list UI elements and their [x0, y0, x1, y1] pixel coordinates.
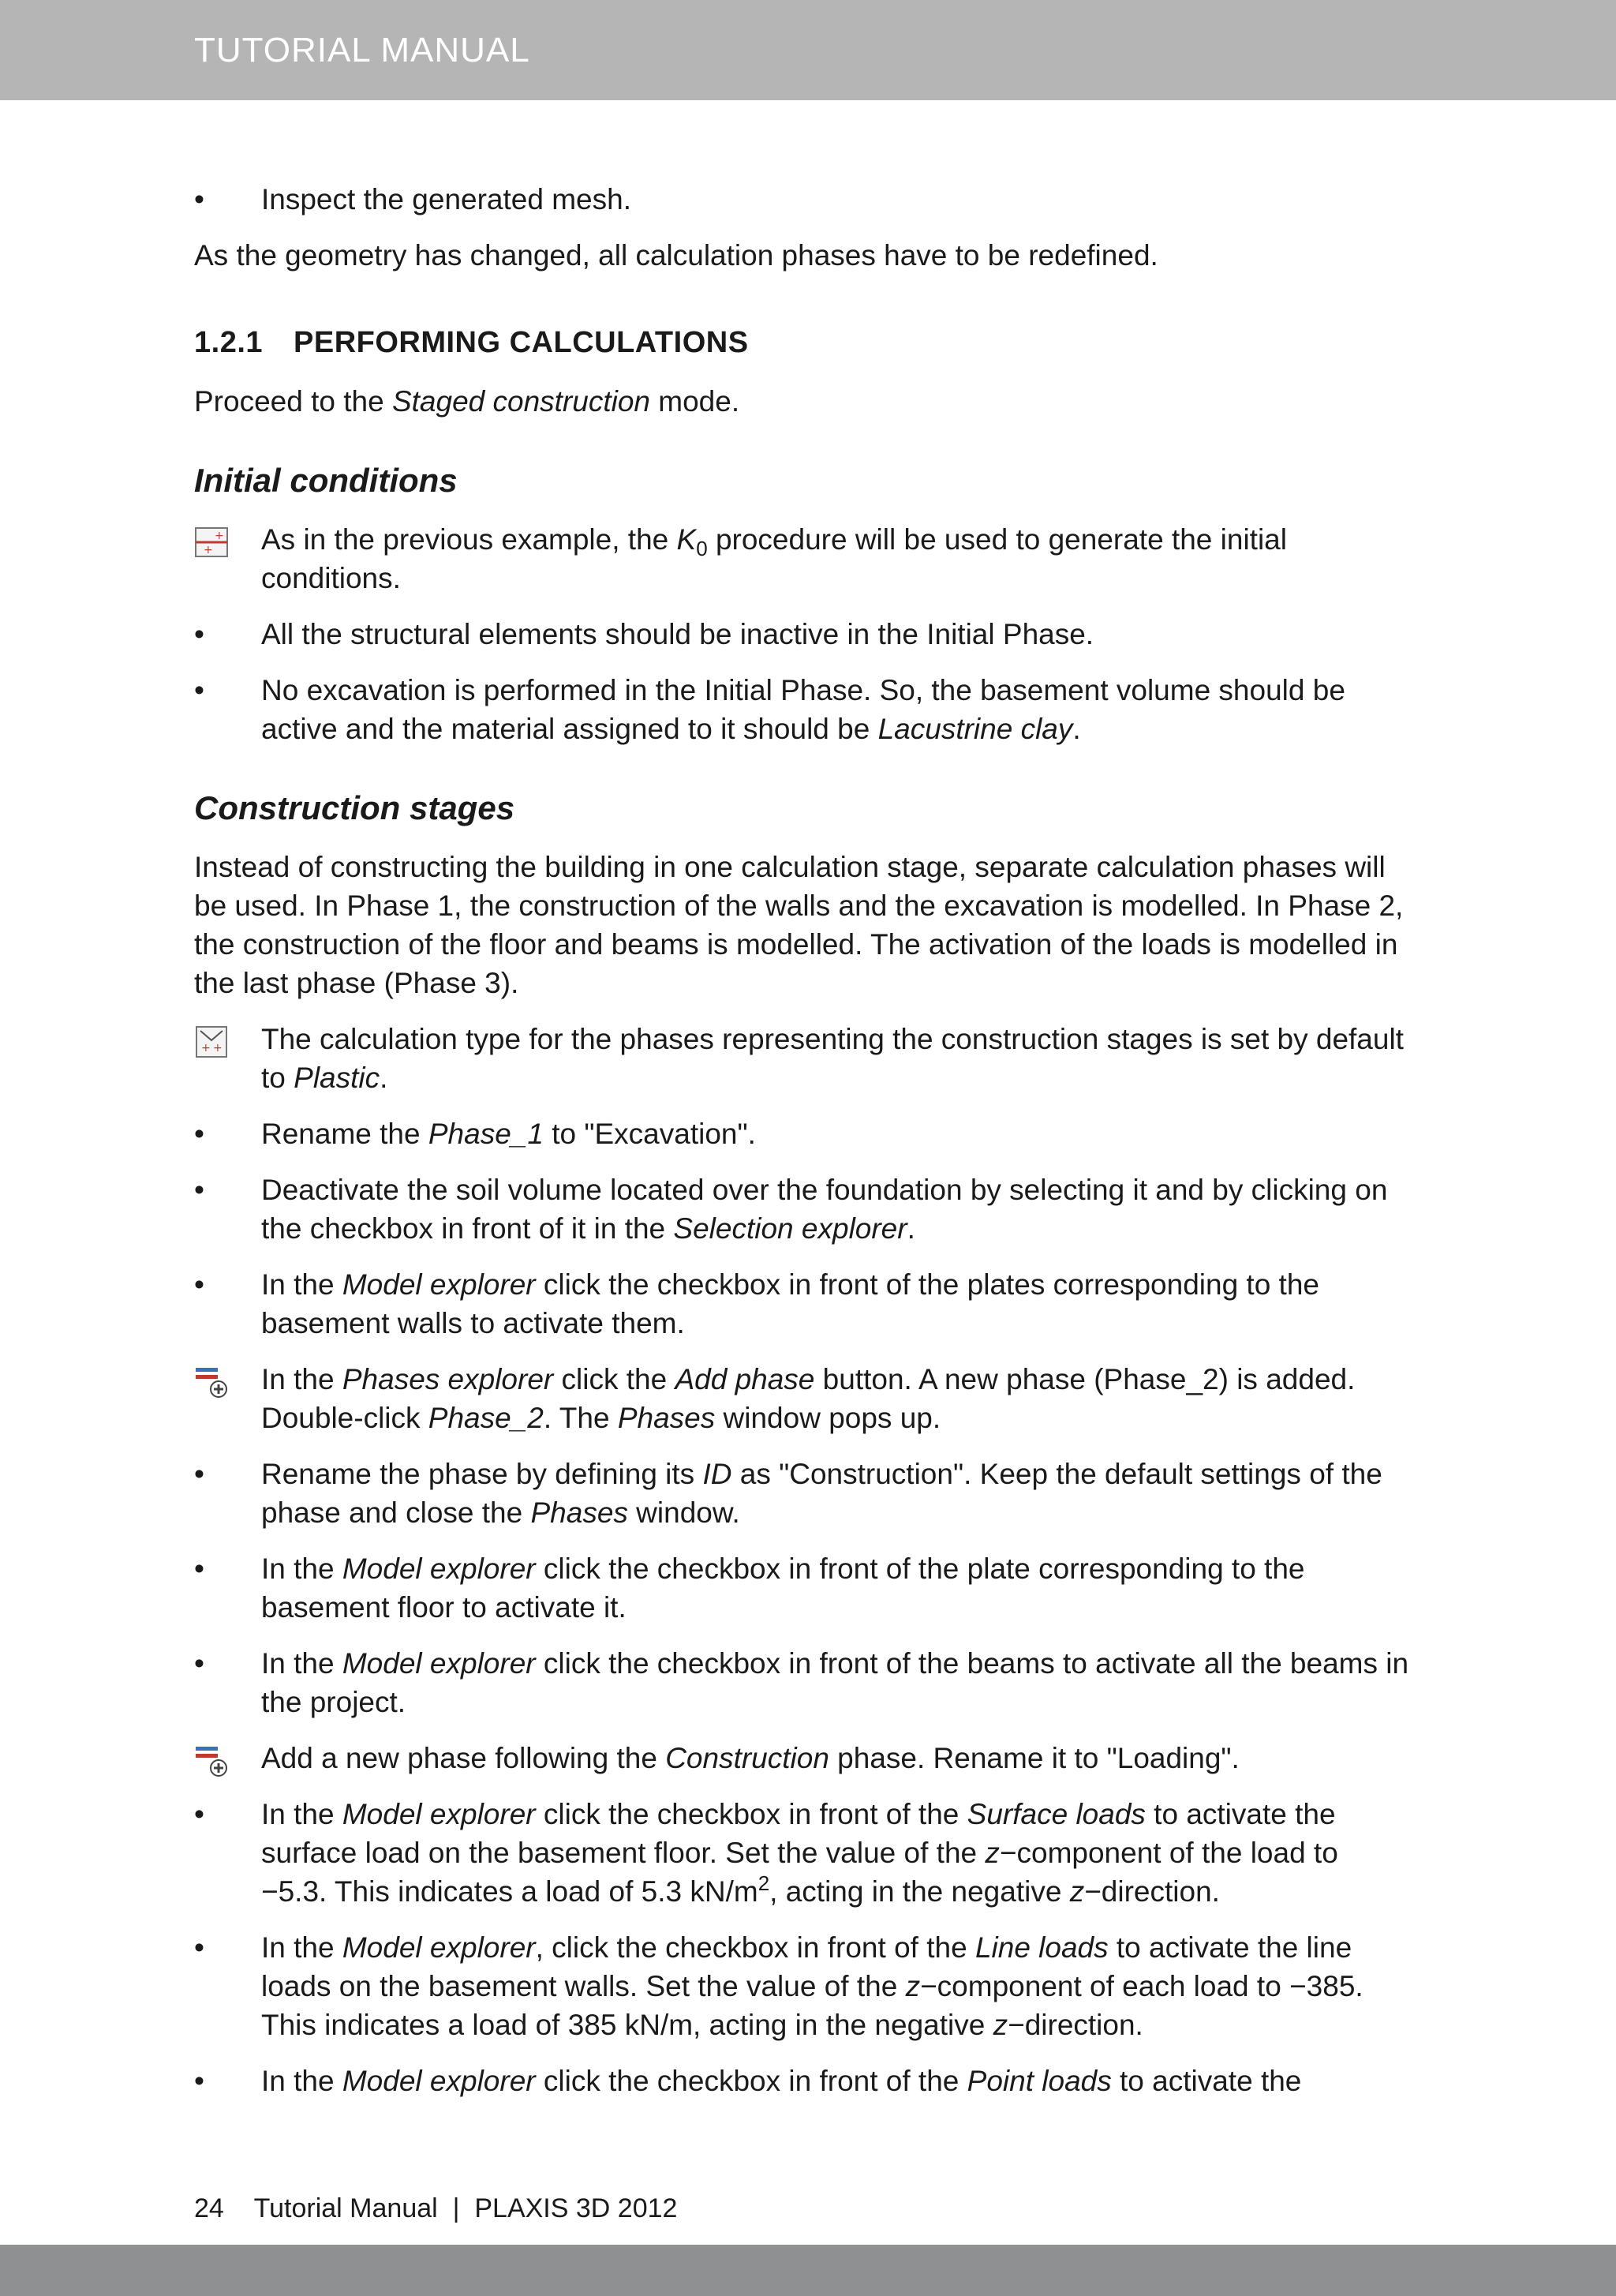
- section-heading: [194, 324, 1409, 361]
- list-item: • Rename the Phase_1 to "Excavation".: [194, 1114, 1409, 1153]
- list-item: • Deactivate the soil volume located over the foundation by selecting it and by clicking on the checkbox in front of it in the Selection explorer.: [194, 1170, 1409, 1248]
- bullet: •: [194, 2065, 204, 2097]
- bullet: •: [194, 1458, 204, 1490]
- paragraph: Proceed to the Staged construction mode.: [194, 385, 740, 418]
- subheading-initial-conditions: Initial conditions: [194, 462, 458, 499]
- page-number: 24: [194, 2193, 224, 2223]
- footer-band: [0, 2245, 1616, 2296]
- list-item: • In the Model explorer click the checkbox in front of the beams to activate all the beams in the project.: [194, 1644, 1409, 1721]
- list-item: In the Phases explorer click the Add phase button. A new phase (Phase_2) is added. Double-click Phase_2. The Phases window pops up.: [194, 1360, 1409, 1437]
- svg-text:+: +: [201, 1042, 211, 1054]
- paragraph: Instead of constructing the building in one calculation stage, separate calculation phases will be used. In Phase 1, the construction of the walls and the excavation is modelled. In Phase 2, the construction of the floor and beams is modelled. The activation of the loads is modelled in the last phase (Phase 3).: [194, 851, 1404, 999]
- bullet: •: [194, 1647, 204, 1680]
- k0-procedure-icon: [194, 525, 229, 560]
- bullet: •: [194, 618, 204, 650]
- bullet: •: [194, 1931, 204, 1964]
- list-item: • In the Model explorer click the checkbox in front of the Surface loads to activate the surface load on the basement floor. Set the value of the z−component of the load to −5.3. This indicates a load of 5.3 $kN/m^2$, acting in the negative z−direction.: [194, 1795, 1409, 1911]
- list-item: • In the Model explorer click the checkbox in front of the plates corresponding to the basement walls to activate them.: [194, 1265, 1409, 1343]
- add-phase-icon: [194, 1365, 229, 1399]
- list-item: • In the Model explorer click the checkbox in front of the Point loads to activate the: [194, 2062, 1409, 2100]
- subheading-construction-stages: Construction stages: [194, 789, 515, 826]
- list-item: • Rename the phase by defining its ID as "Construction". Keep the default settings of the phase and close the Phases window.: [194, 1455, 1409, 1532]
- page-footer: [194, 2191, 677, 2226]
- list-item: • In the Model explorer, click the checkbox in front of the Line loads to activate the line loads on the basement walls. Set the value of the z−component of each load to −385. This indicates a load of 385 kN/m, acting in the negative z−direction.: [194, 1928, 1409, 2044]
- footer-product: PLAXIS 3D 2012: [474, 2193, 678, 2223]
- bullet: •: [194, 1268, 204, 1301]
- footer-manual: Tutorial Manual: [253, 2193, 438, 2223]
- list-item: + + The calculation type for the phases representing the construction stages is set by default to Plastic.: [194, 1020, 1409, 1097]
- calculation-type-icon: [194, 1024, 229, 1059]
- paragraph: As the geometry has changed, all calculation phases have to be redefined.: [194, 239, 1158, 272]
- page-content: [194, 180, 1409, 2118]
- svg-text:+: +: [204, 544, 213, 556]
- add-phase-icon: [194, 1744, 229, 1778]
- list-item: • In the Model explorer click the checkbox in front of the plate corresponding to the basement floor to activate it.: [194, 1549, 1409, 1627]
- svg-text:+: +: [215, 530, 224, 542]
- bullet: •: [194, 674, 204, 706]
- bullet: •: [194, 1174, 204, 1206]
- list-item: Add a new phase following the Construction phase. Rename it to "Loading".: [194, 1739, 1409, 1777]
- svg-text:+: +: [213, 1042, 223, 1054]
- bullet: •: [194, 1553, 204, 1585]
- bullet: •: [194, 1118, 204, 1150]
- bullet: •: [194, 1798, 204, 1830]
- list-item: • All the structural elements should be inactive in the Initial Phase.: [194, 615, 1409, 654]
- section-number: 1.2.1: [194, 326, 264, 359]
- header-title: TUTORIAL MANUAL: [194, 31, 530, 69]
- header-band: [0, 0, 1616, 100]
- list-item: • No excavation is performed in the Initial Phase. So, the basement volume should be active and the material assigned to it should be Lacustrine clay.: [194, 671, 1409, 748]
- bullet: •: [194, 183, 204, 215]
- list-item: • Inspect the generated mesh.: [194, 180, 1409, 219]
- section-title: PERFORMING CALCULATIONS: [294, 326, 749, 359]
- list-item: + + As in the previous example, the $K_0$ procedure will be used to generate the initial conditions.: [194, 520, 1409, 597]
- footer-separator: |: [452, 2193, 460, 2223]
